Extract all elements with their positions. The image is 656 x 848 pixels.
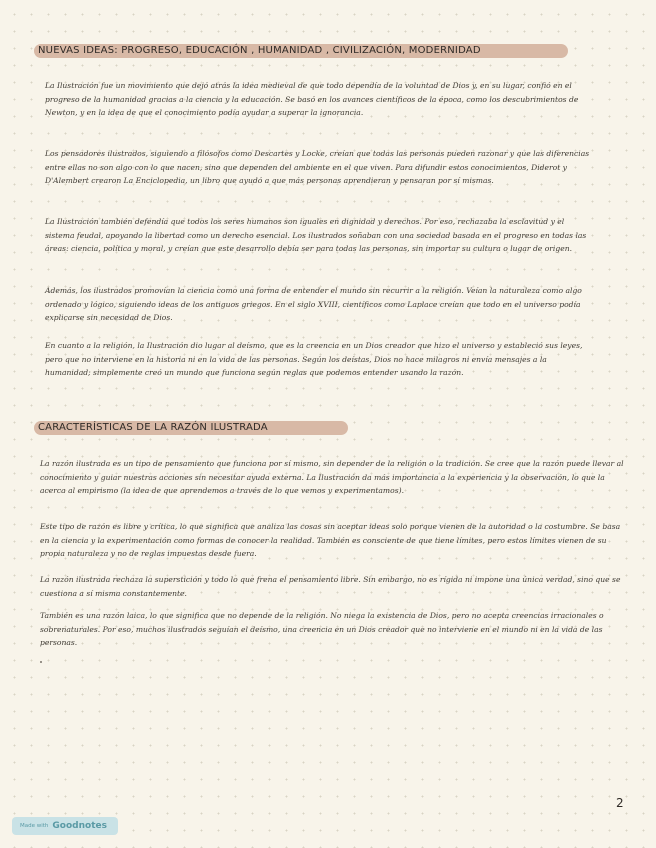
paragraph: Los pensadores ilustrados, siguiendo a filósofos como Descartes y Locke, creían que todas las personas pueden razonar y que las diferencias entre ellas no son algo con lo que nacen, sino que dependen del ambiente en el que viven. Para difundir estos conocimientos, Diderot y D'Alembert crearon La Enciclopedia, un libro que ayudó a que más personas aprendieran y pensaran por sí mismas.	[45, 149, 590, 186]
paragraph: La Ilustración fue un movimiento que dejó atrás la idea medieval de que todo dependía de la voluntad de Dios y, en su lugar, confió en el progreso de la humanidad gracias a la ciencia y la educación. Se basó en los avances científicos de la época, como los descubrimientos de Newton, y en la idea de que el conocimiento podía ayudar a superar la ignorancia.	[45, 81, 579, 118]
badge-brand: Goodnotes	[52, 821, 107, 831]
pen-dot-mark	[40, 661, 42, 663]
paragraph: La Ilustración también defendía que todos los seres humanos son iguales en dignidad y derechos. Por eso, rechazaba la esclavitud y el sistema feudal, apoyando la libertad como un derecho esencial. Los ilustrados soñaban con una sociedad basada en el progreso en todas las áreas: ciencia, política y moral, y creían que este desarrollo debía ser para todas las personas, sin importar su cultura o lugar de origen.	[45, 217, 587, 254]
section-heading-razon-ilustrada: CARACTERÍSTICAS DE LA RAZÓN ILUSTRADA	[34, 421, 348, 435]
paragraph: La razón ilustrada rechaza la superstición y todo lo que frena el pensamiento libre. Sin embargo, no es rígida ni impone una única verdad, sino que se cuestiona a sí misma constantemente.	[40, 575, 621, 598]
page-number: 2	[616, 796, 624, 810]
paragraph: Además, los ilustrados promovían la ciencia como una forma de entender el mundo sin recurrir a la religión. Veían la naturaleza como algo ordenado y lógico, siguiendo ideas de los antiguos griegos. En el siglo XVIII, científicos como Laplace creían que todo en el universo podía explicarse sin necesidad de Dios.	[45, 286, 582, 323]
goodnotes-badge[interactable]	[12, 817, 118, 835]
paragraph: Este tipo de razón es libre y crítica, lo que significa que analiza las cosas sin aceptar ideas solo porque vienen de la autoridad o la costumbre. Se basa en la ciencia y la experimentación como formas de conocer la realidad. También es consciente de que tiene límites, pero estos límites vienen de su propia naturaleza y no de reglas impuestas desde fuera.	[40, 522, 621, 559]
paragraph: La razón ilustrada es un tipo de pensamiento que funciona por sí mismo, sin depender de la religión o la tradición. Se cree que la razón puede llevar al conocimiento y guiar nuestras acciones sin necesitar ayuda externa. La Ilustración da más importancia a la experiencia y la observación, lo que la acerca al empirismo (la idea de que aprendemos a través de lo que vemos y experimentamos).	[40, 459, 624, 496]
section-heading-nuevas-ideas: NUEVAS IDEAS: PROGRESO, EDUCACIÓN , HUMANIDAD , CIVILIZACIÓN, MODERNIDAD	[34, 44, 568, 58]
paragraph: En cuanto a la religión, la Ilustración dio lugar al deísmo, que es la creencia en un Dios creador que hizo el universo y estableció sus leyes, pero que no interviene en la historia ni en la vida de las personas. Según los deístas, Dios no hace milagros ni envía mensajes a la humanidad; simplemente creó un mundo que funciona según reglas que podemos entender usando la razón.	[45, 341, 583, 378]
badge-prefix: Made with	[20, 823, 49, 829]
paragraph: También es una razón laica, lo que significa que no depende de la religión. No niega la existencia de Dios, pero no acepta creencias irracionales o sobrenaturales. Por eso, muchos ilustrados seguían el deísmo, una creencia en un Dios creador que no interviene en el mundo ni en la vida de las personas.	[40, 611, 604, 648]
